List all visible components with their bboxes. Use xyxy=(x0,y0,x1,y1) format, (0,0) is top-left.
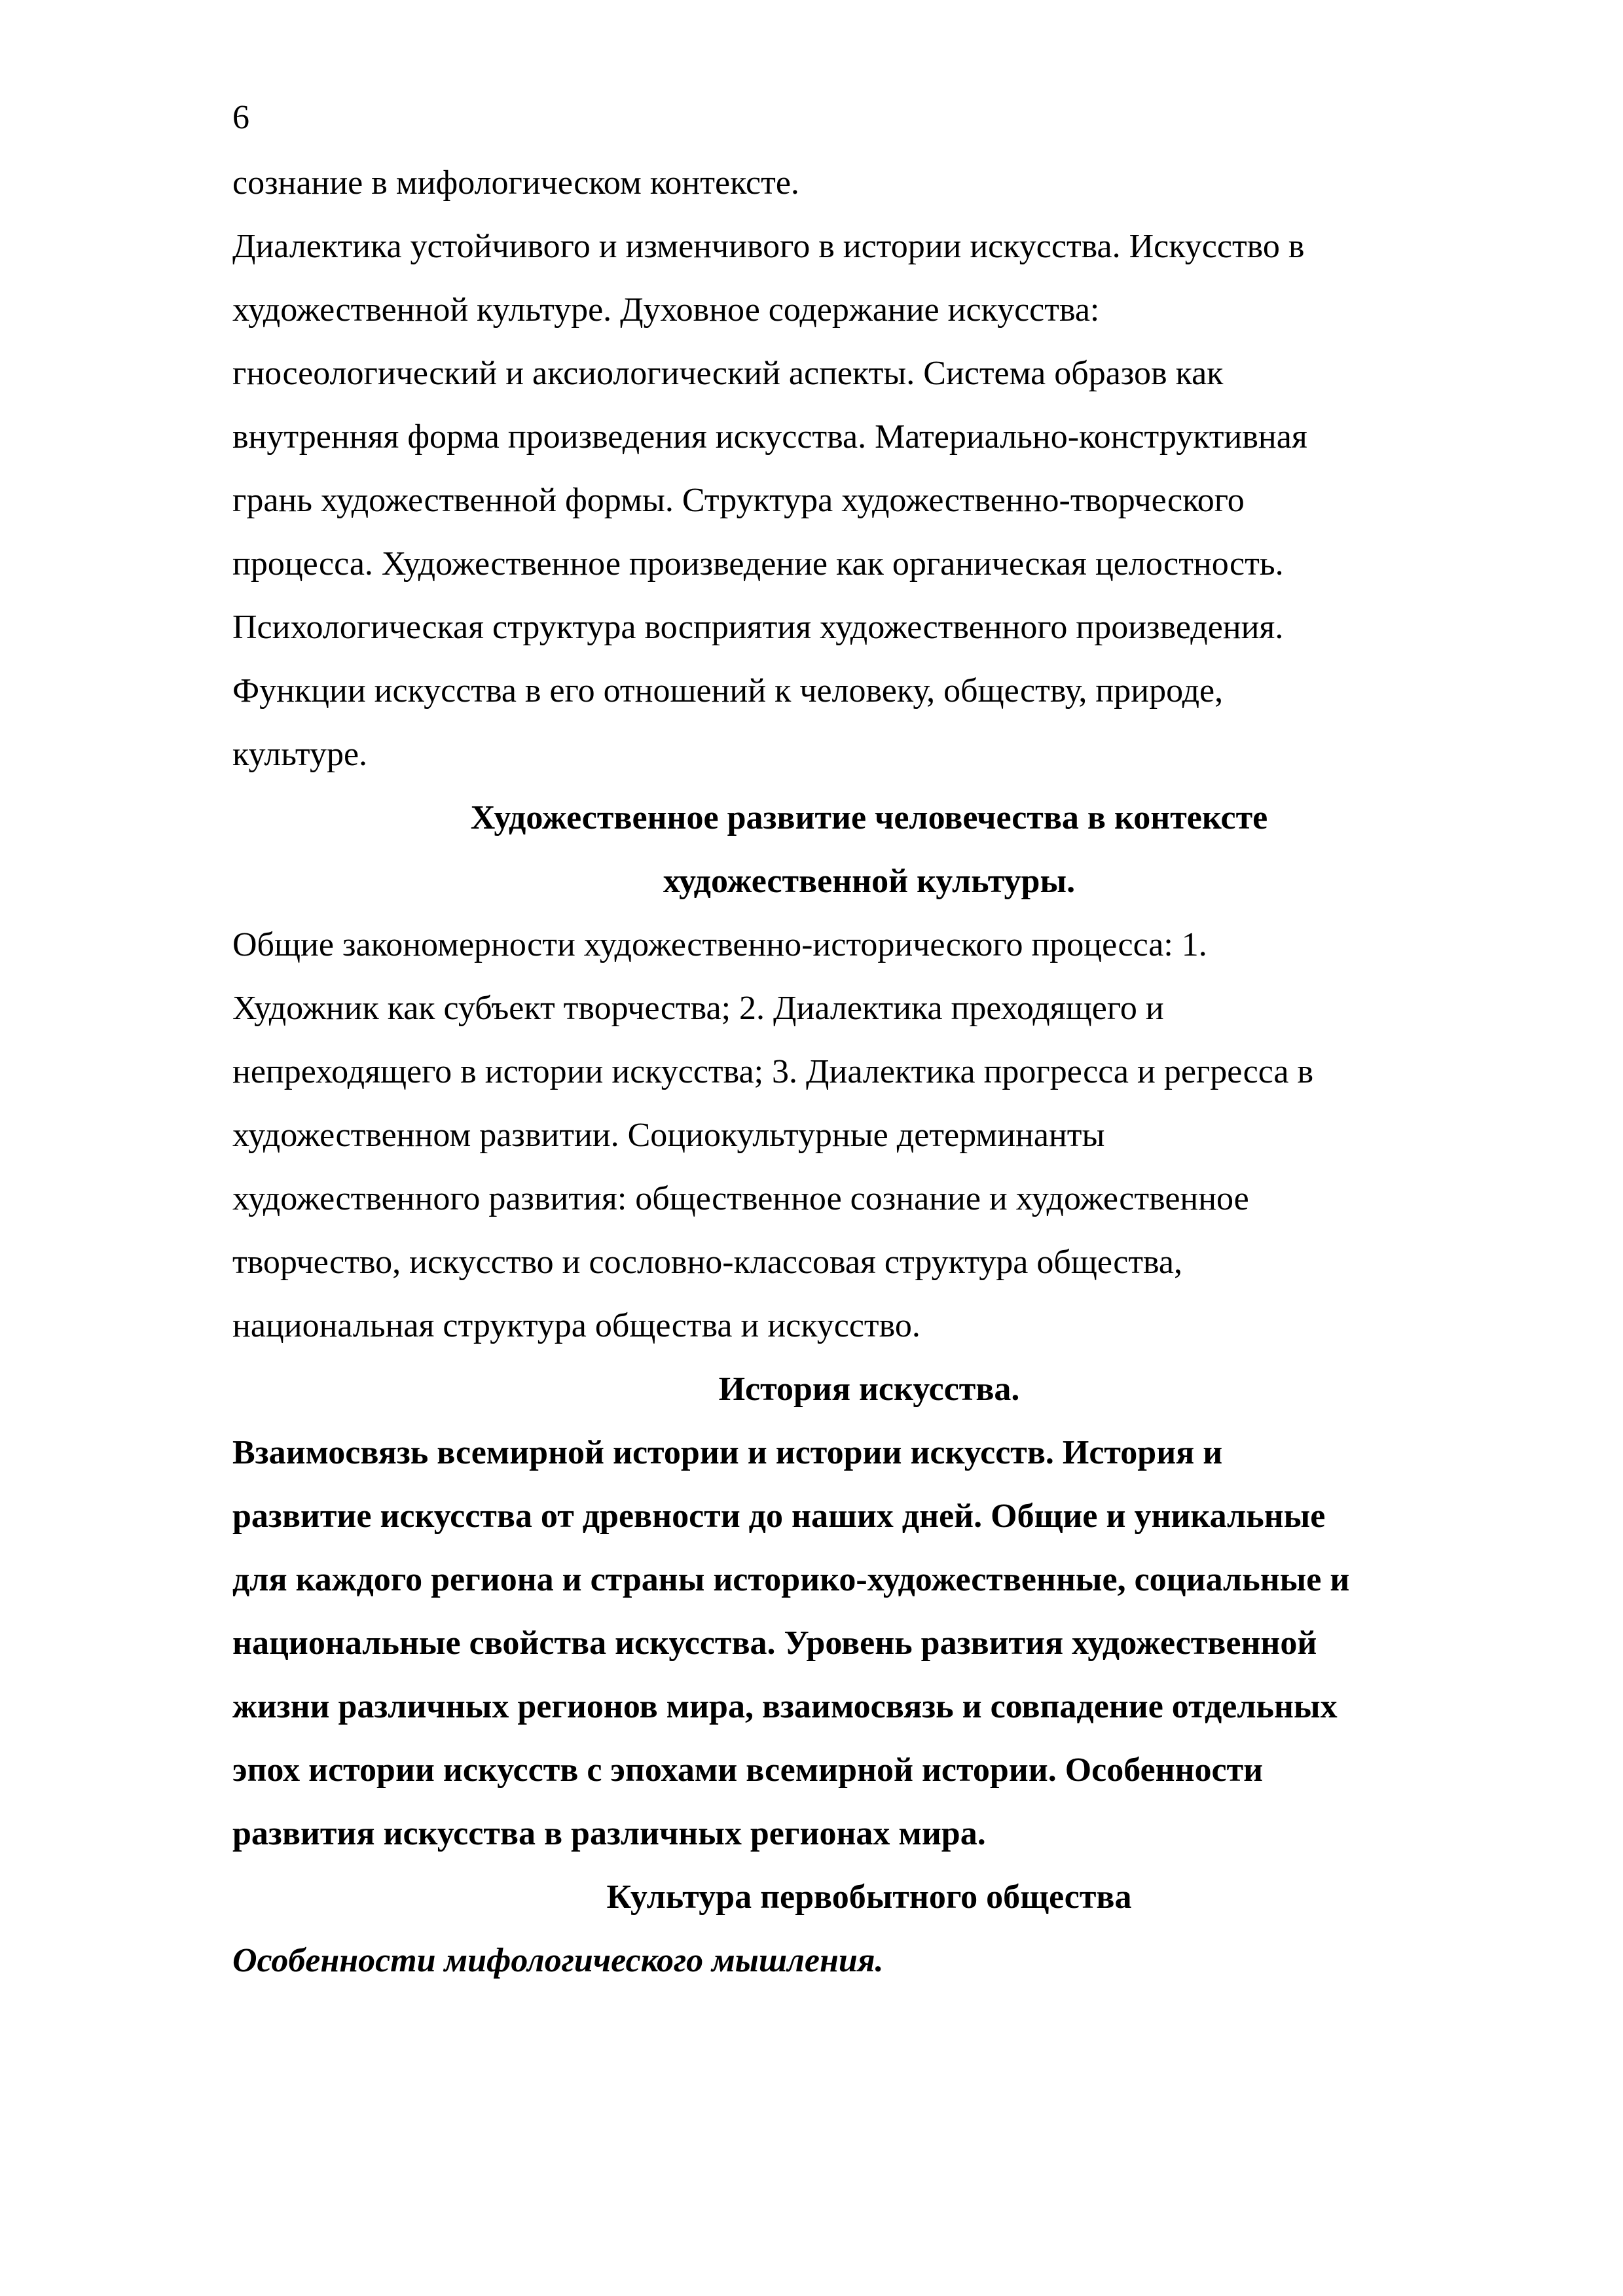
section-heading-development: Художественное развитие человечества в контексте xyxy=(470,799,1268,836)
intro-line: Функции искусства в его отношений к человеку, обществу, природе, xyxy=(232,672,1224,709)
intro-line: художественной культуре. Духовное содержание искусства: xyxy=(232,291,1100,329)
history-line: Взаимосвязь всемирной истории и истории искусств. История и xyxy=(232,1434,1223,1471)
intro-line: гносеологический и аксиологический аспекты. Система образов как xyxy=(232,355,1224,392)
history-line: развития искусства в различных регионах мира. xyxy=(232,1815,986,1852)
development-line: Художник как субъект творчества; 2. Диалектика преходящего и xyxy=(232,990,1164,1027)
intro-line: Психологическая структура восприятия художественного произведения. xyxy=(232,609,1284,646)
development-line: художественном развитии. Социокультурные детерминанты xyxy=(232,1117,1105,1154)
history-line: развитие искусства от древности до наших дней. Общие и уникальные xyxy=(232,1498,1326,1535)
page-number: 6 xyxy=(232,99,249,136)
development-line: художественного развития: общественное сознание и художественное xyxy=(232,1180,1249,1217)
intro-line: сознание в мифологическом контексте. xyxy=(232,164,799,202)
italic-subheading: Особенности мифологического мышления. xyxy=(232,1942,884,1979)
development-line: Общие закономерности художественно-исторического процесса: 1. xyxy=(232,926,1207,963)
history-line: эпох истории искусств с эпохами всемирной истории. Особенности xyxy=(232,1751,1264,1789)
section-heading-history: История искусства. xyxy=(718,1371,1020,1408)
history-line: жизни различных регионов мира, взаимосвязь и совпадение отдельных xyxy=(232,1688,1338,1725)
intro-line: Диалектика устойчивого и изменчивого в истории искусства. Искусство в xyxy=(232,228,1305,265)
history-line: для каждого региона и страны историко-художественные, социальные и xyxy=(232,1561,1350,1598)
development-line: непреходящего в истории искусства; 3. Диалектика прогресса и регресса в xyxy=(232,1053,1314,1090)
section-heading-development: художественной культуры. xyxy=(663,863,1076,900)
history-line: национальные свойства искусства. Уровень развития художественной xyxy=(232,1624,1317,1662)
intro-line: культуре. xyxy=(232,736,368,773)
intro-line: внутренняя форма произведения искусства. Материально-конструктивная xyxy=(232,418,1307,456)
development-line: национальная структура общества и искусство. xyxy=(232,1307,921,1344)
intro-line: процесса. Художественное произведение как органическая целостность. xyxy=(232,545,1284,583)
development-line: творчество, искусство и сословно-классовая структура общества, xyxy=(232,1244,1182,1281)
intro-line: грань художественной формы. Структура художественно-творческого xyxy=(232,482,1245,519)
section-heading-primitive: Культура первобытного общества xyxy=(606,1878,1132,1916)
